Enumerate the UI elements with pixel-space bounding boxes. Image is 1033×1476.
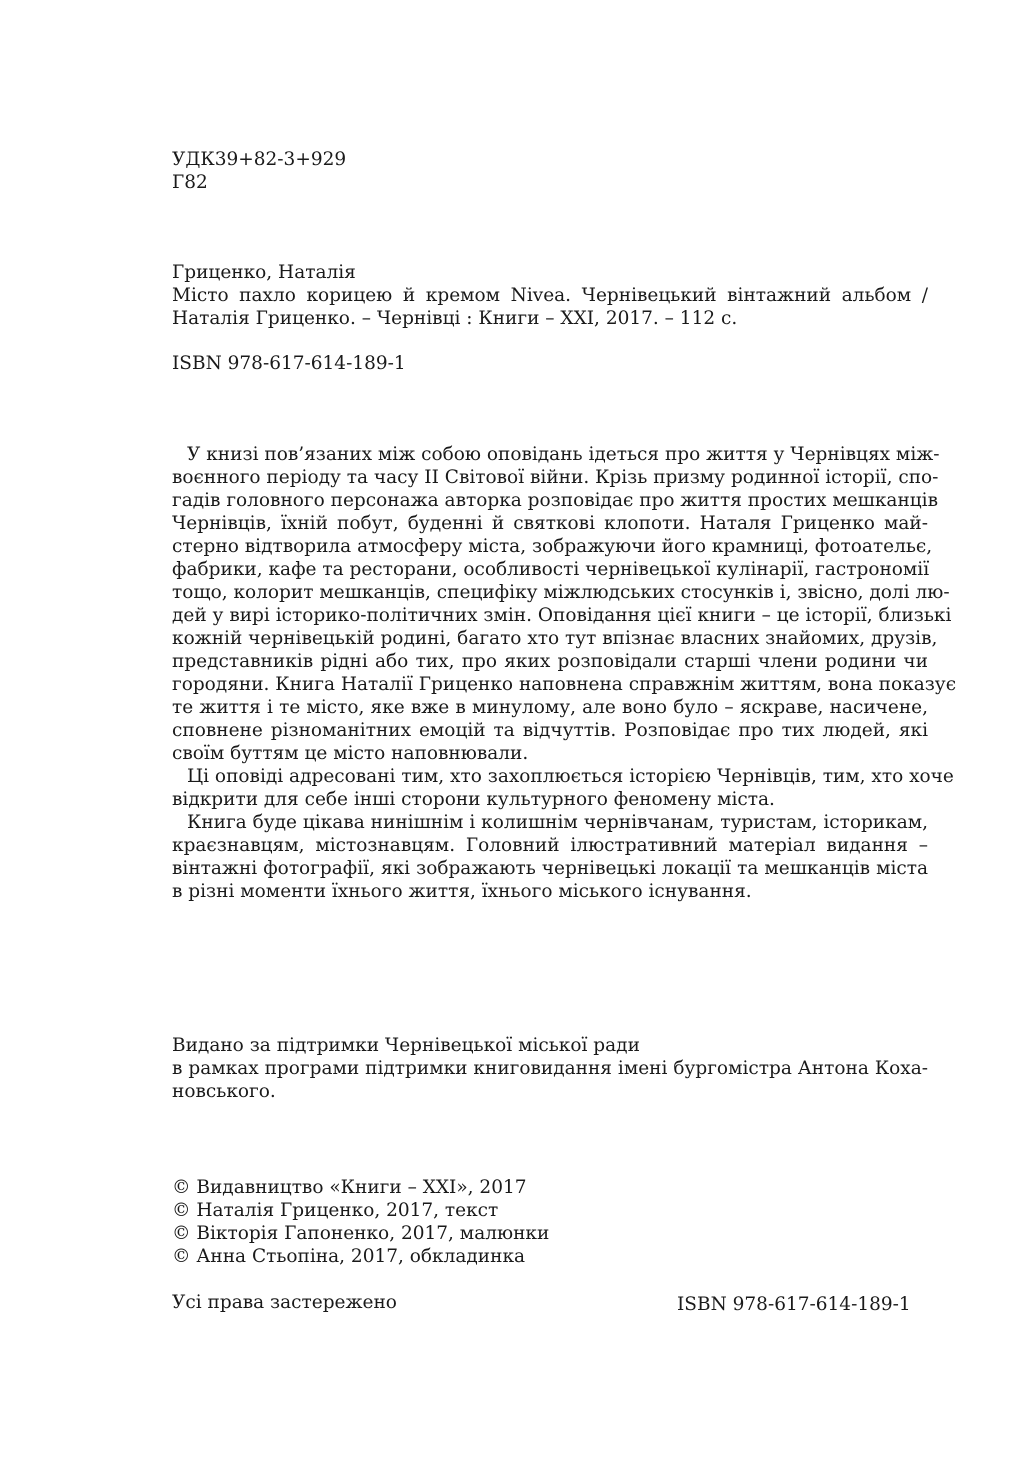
copyright-line: © Анна Стьопіна, 2017, обкладинка <box>172 1246 526 1267</box>
isbn-number: ISBN 978-617-614-189-1 <box>172 353 406 374</box>
abstract-line: сповнене різноманітних емоцій та відчуттів. Розповідає про тих людей, які <box>172 720 928 741</box>
copyright-line: © Видавництво «Книги – ХХІ», 2017 <box>172 1177 527 1198</box>
abstract-line: фабрики, кафе та ресторани, особливості чернівецької кулінарії, гастрономії <box>172 559 930 580</box>
copyright-line: © Вікторія Гапоненко, 2017, малюнки <box>172 1223 550 1244</box>
biblio-line: Місто пахло корицею й кремом Nivea. Чернівецький вінтажний альбом / <box>172 285 928 306</box>
udk-block <box>172 148 928 194</box>
abstract-line: воєнного періоду та часу ІІ Світової війни. Крізь призму родинної історії, спо- <box>172 467 939 488</box>
biblio-line: Наталія Гриценко. – Чернівці : Книги – ХХІ, 2017. – 112 с. <box>172 308 738 329</box>
abstract-line: своїм буттям це місто наповнювали. <box>172 743 529 764</box>
abstract-line: вінтажні фотографії, які зображають чернівецькі локації та мешканців міста <box>172 858 928 879</box>
isbn-top <box>172 352 928 375</box>
abstract-line: городяни. Книга Наталії Гриценко наповнена справжнім життям, вона показує <box>172 674 957 695</box>
abstract <box>172 443 957 903</box>
support-note <box>172 1034 928 1103</box>
abstract-line: Книга буде цікава нинішнім і колишнім чернівчанам, туристам, історикам, <box>187 812 928 833</box>
author-sign: Г82 <box>172 172 208 193</box>
copyright-block <box>172 1176 928 1268</box>
abstract-line: Чернівців, їхній побут, буденні й святкові клопоти. Наталя Гриценко май- <box>172 513 928 534</box>
abstract-line: дей у вирі історико-політичних змін. Оповідання цієї книги – це історії, близькі <box>172 605 952 626</box>
abstract-line: в різні моменти їхнього життя, їхнього міського існування. <box>172 881 752 902</box>
abstract-line: відкрити для себе інші сторони культурного феномену міста. <box>172 789 775 810</box>
abstract-line: представників рідні або тих, про яких розповідали старші члени родини чи <box>172 651 928 672</box>
abstract-line: У книзі пов’язаних між собою оповідань ідеться про життя у Чернівцях між- <box>187 444 940 465</box>
support-line: новського. <box>172 1081 276 1102</box>
abstract-line: те життя і те місто, яке вже в минулому, але воно було – яскраве, насичене, <box>172 697 928 718</box>
abstract-line: Ці оповіді адресовані тим, хто захоплюється історією Чернівців, тим, хто хоче <box>187 766 954 787</box>
abstract-line: краєзнавцям, містознавцям. Головний ілюстративний матеріал видання – <box>172 835 928 856</box>
bibliographic-record <box>172 261 928 330</box>
abstract-line: тощо, колорит мешканців, специфіку міжлюдських стосунків і, звісно, долі лю- <box>172 582 950 603</box>
copyright-line: © Наталія Гриценко, 2017, текст <box>172 1200 499 1221</box>
support-line: Видано за підтримки Чернівецької міської ради <box>172 1035 640 1056</box>
rights-reserved: Усі права застережено <box>172 1292 397 1313</box>
abstract-line: стерно відтворила атмосферу міста, зображуючи його крамниці, фотоательє, <box>172 536 933 557</box>
support-line: в рамках програми підтримки книговидання імені бургомістра Антона Коха- <box>172 1058 928 1079</box>
biblio-author: Гриценко, Наталія <box>172 262 356 283</box>
abstract-line: кожній чернівецькій родині, багато хто тут впізнає власних знайомих, друзів, <box>172 628 938 649</box>
udk-code: УДК39+82-3+929 <box>172 149 347 170</box>
isbn-bottom: ISBN 978-617-614-189-1 <box>677 1294 911 1315</box>
abstract-line: гадів головного персонажа авторка розповідає про життя простих мешканців <box>172 490 939 511</box>
